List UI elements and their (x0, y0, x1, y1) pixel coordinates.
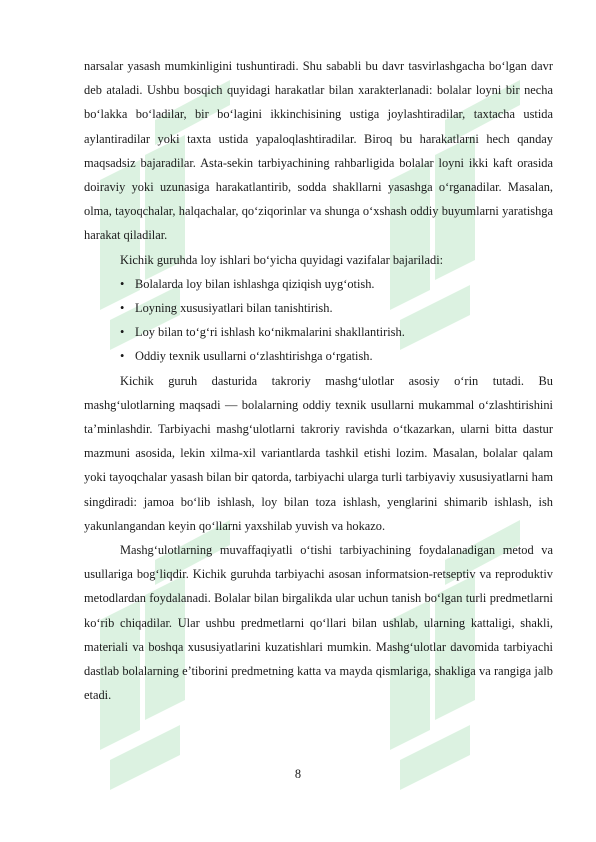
document-body (84, 54, 553, 707)
list-item: • Loyning xususiyatlari bilan tanishtirish. (120, 296, 553, 320)
bullet-list (84, 272, 553, 369)
paragraph: Kichik guruhda loy ishlari bo‘yicha quyidagi vazifalar bajariladi: (120, 252, 444, 267)
paragraph: narsalar yasash mumkinligini tushuntiradi. Shu sababli bu davr tasvirlashgacha bo‘lgan davr deb ataladi. Ushbu bosqich quyidagi harakatlar bilan xarakterlanadi: bolalar loyni bir necha bo‘lakka bo‘ladilar, bir bo‘lagini ikkinchisining ustiga joylashtiradilar, taxtacha ustida aylantiradilar yoki taxta ustida yapaloqlashtiradilar. Biroq bu harakatlarni hech qanday maqsadsiz bajaradilar. Asta-sekin tarbiyachining rahbarligida bolalar loyni ikki kaft orasida doiraviy yoki uzunasiga harakatlantirib, sodda shakllarni yasashga o‘rganadilar. Masalan, olma, tayoqchalar, halqachalar, qo‘ziqorinlar va shunga o‘xshash oddiy buyumlarni yaratishga harakat qiladilar. (84, 59, 553, 243)
page-number: 8 (294, 767, 302, 781)
list-item: • Loy bilan to‘g‘ri ishlash ko‘nikmalarini shakllantirish. (120, 320, 553, 344)
paragraph: Mashg‘ulotlarning muvaffaqiyatli o‘tishi tarbiyachining foydalanadigan metod va usullariga bog‘liqdir. Kichik guruhda tarbiyachi asosan informatsion-retseptiv va reproduktiv metodlardan foydalanadi. Bolalar bilan birgalikda ular uchun tanish bo‘lgan turli predmetlarni ko‘rib chiqadilar. Ular ushbu predmetlarni qo‘llari bilan ushlab, ularning kattaligi, shakli, materiali va boshqa xususiyatlarini kuzatishlari mumkin. Mashg‘ulotlar davomida tarbiyachi dastlab bolalarning e’tiborini predmetning katta va mayda qismlariga, shakliga va rangiga jalb etadi. (84, 543, 553, 703)
list-item: • Oddiy texnik usullarni o‘zlashtirishga o‘rgatish. (120, 344, 553, 368)
list-item: • Bolalarda loy bilan ishlashga qiziqish uyg‘otish. (120, 272, 553, 296)
paragraph: Kichik guruh dasturida takroriy mashg‘ulotlar asosiy o‘rin tutadi. Bu mashg‘ulotlarning maqsadi — bolalarning oddiy texnik usullarni mukammal o‘zlashtirishini ta’minlashdir. Tarbiyachi mashg‘ulotlarni takroriy ravishda o‘tkazarkan, ularni bitta dastur mazmuni asosida, lekin xilma-xil variantlarda tashkil etishi lozim. Masalan, bolalar qalam yoki tayoqchalar yasash bilan bir qatorda, tarbiyachi ularga turli tarbiyaviy xususiyatlarni ham singdiradi: jamoa bo‘lib ishlash, loy bilan toza ishlash, yenglarini shimarib ishlash, ish yakunlangandan keyin qo‘llarni yaxshilab yuvish va hokazo. (84, 373, 553, 533)
